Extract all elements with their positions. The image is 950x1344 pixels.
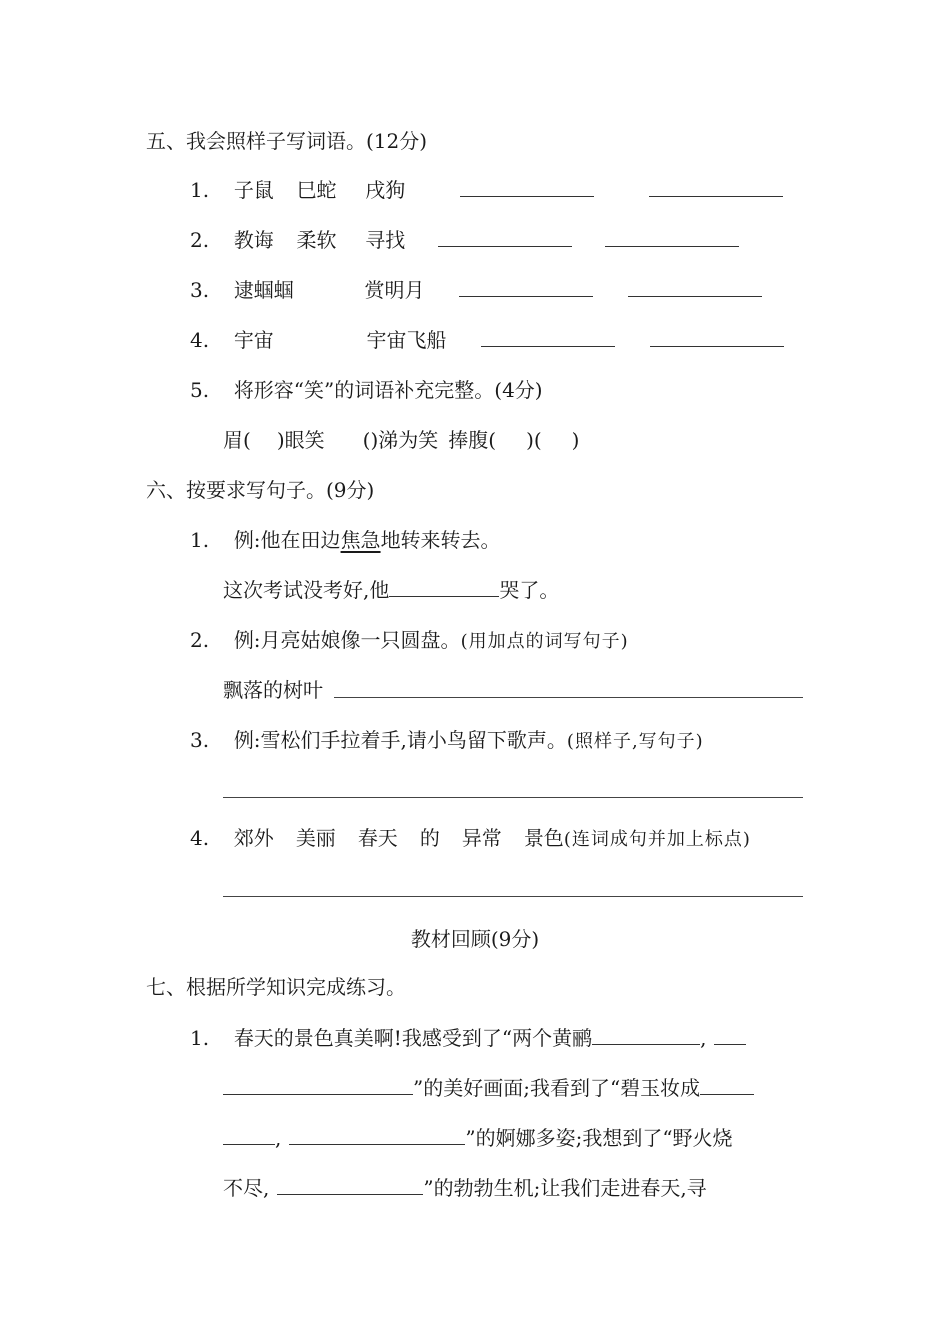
smile-item-2b: )涕为笑 bbox=[370, 428, 439, 452]
q5-3 bbox=[190, 276, 762, 304]
q7-1-text-1: 春天的景色真美啊!我感受到了“两个黄鹂 bbox=[233, 1026, 593, 1050]
q6-2-num: 2. bbox=[190, 628, 210, 652]
answer-blank[interactable] bbox=[592, 1026, 700, 1045]
smile-item-1a: 眉( bbox=[223, 428, 251, 452]
q6-1-line2-text: 这次考试没考好,他 bbox=[223, 578, 390, 602]
q5-1-word-1: 子鼠 bbox=[233, 178, 274, 202]
q6-2-line2 bbox=[223, 676, 323, 704]
answer-blank[interactable] bbox=[459, 278, 593, 297]
q5-4 bbox=[190, 326, 784, 354]
q6-2-line2-text: 飘落的树叶 bbox=[223, 678, 323, 702]
review-title: 教材回顾(9分) bbox=[410, 927, 540, 951]
q6-4 bbox=[190, 824, 751, 854]
q6-4-word-1: 郊外 bbox=[233, 826, 274, 850]
q7-1-num: 1. bbox=[190, 1026, 210, 1050]
q6-3-text: 例:雪松们手拉着手,请小鸟留下歌声。 bbox=[233, 728, 567, 752]
q5-2-word-1: 教诲 bbox=[233, 228, 274, 252]
answer-blank[interactable] bbox=[700, 1076, 754, 1095]
q6-4-word-4: 的 bbox=[419, 826, 440, 850]
smile-item-3b: )( bbox=[526, 428, 542, 452]
answer-blank[interactable] bbox=[389, 578, 499, 597]
q7-1-line2 bbox=[223, 1074, 754, 1102]
q7-1-text-4b: ”的勃勃生机;让我们走进春天,寻 bbox=[423, 1176, 707, 1200]
answer-blank[interactable] bbox=[460, 178, 594, 197]
q6-1-prefix: 例:他在田边 bbox=[233, 528, 341, 552]
answer-line[interactable] bbox=[223, 797, 803, 798]
q5-2-word-2: 柔软 bbox=[296, 228, 337, 252]
q6-4-word-2: 美丽 bbox=[295, 826, 336, 850]
q5-5-text: 将形容“笑”的词语补充完整。(4分) bbox=[233, 378, 543, 402]
answer-blank[interactable] bbox=[605, 228, 739, 247]
q6-1-num: 1. bbox=[190, 528, 210, 552]
q6-2 bbox=[190, 626, 629, 656]
answer-blank[interactable] bbox=[649, 178, 783, 197]
section-5-title: 五、我会照样子写词语。(12分) bbox=[146, 129, 428, 153]
answer-blank[interactable] bbox=[714, 1026, 746, 1045]
q5-5-items bbox=[223, 426, 579, 454]
q5-1 bbox=[190, 176, 783, 204]
q5-3-word-2: 赏明月 bbox=[364, 278, 425, 302]
answer-blank[interactable] bbox=[628, 278, 762, 297]
q5-4-word-2: 宇宙飞船 bbox=[366, 328, 447, 352]
q5-1-word-3: 戌狗 bbox=[365, 178, 406, 202]
q6-1-suffix: 地转来转去。 bbox=[380, 528, 501, 552]
q6-4-num: 4. bbox=[190, 826, 210, 850]
q7-1-line4 bbox=[223, 1174, 707, 1202]
section-6-title: 六、按要求写句子。(9分) bbox=[146, 478, 375, 502]
answer-line[interactable] bbox=[223, 896, 803, 897]
q6-1 bbox=[190, 526, 501, 554]
q7-1-line3 bbox=[223, 1124, 733, 1152]
smile-item-3a: 捧腹( bbox=[448, 428, 497, 452]
answer-blank[interactable] bbox=[277, 1176, 423, 1195]
q6-2-text: 例:月亮姑娘像一只圆盘。 bbox=[233, 628, 461, 652]
section-7-title: 七、根据所学知识完成练习。 bbox=[146, 975, 406, 999]
q7-1-text-3b: ”的婀娜多姿;我想到了“野火烧 bbox=[465, 1126, 733, 1150]
answer-blank[interactable] bbox=[223, 1126, 275, 1145]
answer-blank[interactable] bbox=[223, 1076, 413, 1095]
q6-1-line2 bbox=[223, 576, 559, 604]
answer-blank[interactable] bbox=[481, 328, 615, 347]
q5-5 bbox=[190, 376, 543, 404]
q5-3-word-1: 逮蝈蝈 bbox=[233, 278, 294, 302]
smile-item-2a: ( bbox=[362, 428, 371, 452]
q7-1-text-4a: 不尽, bbox=[223, 1176, 270, 1200]
q6-3-note: (照样子,写句子) bbox=[566, 731, 704, 752]
q6-1-line2-end: 哭了。 bbox=[499, 578, 560, 602]
q6-3-num: 3. bbox=[190, 728, 210, 752]
q5-1-word-2: 巳蛇 bbox=[296, 178, 337, 202]
answer-blank[interactable] bbox=[289, 1126, 465, 1145]
q5-5-num: 5. bbox=[190, 378, 210, 402]
q7-1-text-2: ”的美好画面;我看到了“碧玉妆成 bbox=[413, 1076, 701, 1100]
q5-4-word-1: 宇宙 bbox=[233, 328, 274, 352]
answer-blank[interactable] bbox=[650, 328, 784, 347]
q7-1-comma: , bbox=[700, 1026, 707, 1050]
q6-4-word-5: 异常 bbox=[461, 826, 502, 850]
q6-2-note: (用加点的词写句子) bbox=[460, 631, 629, 652]
q5-2-word-3: 寻找 bbox=[365, 228, 406, 252]
answer-blank[interactable] bbox=[438, 228, 572, 247]
q6-4-note: (连词成句并加上标点) bbox=[563, 829, 751, 850]
q5-1-num: 1. bbox=[190, 178, 210, 202]
q6-4-word-3: 春天 bbox=[357, 826, 398, 850]
answer-line[interactable] bbox=[334, 697, 803, 698]
q5-2 bbox=[190, 226, 739, 254]
q7-1-line1 bbox=[190, 1024, 746, 1052]
smile-item-3c: ) bbox=[571, 428, 580, 452]
q7-1-text-3a: , bbox=[275, 1126, 282, 1150]
q5-4-num: 4. bbox=[190, 328, 210, 352]
smile-item-1b: )眼笑 bbox=[276, 428, 325, 452]
q6-3 bbox=[190, 726, 704, 756]
q5-2-num: 2. bbox=[190, 228, 210, 252]
q6-4-word-6: 景色 bbox=[523, 826, 564, 850]
q5-3-num: 3. bbox=[190, 278, 210, 302]
q6-1-underlined: 焦急 bbox=[340, 528, 381, 552]
